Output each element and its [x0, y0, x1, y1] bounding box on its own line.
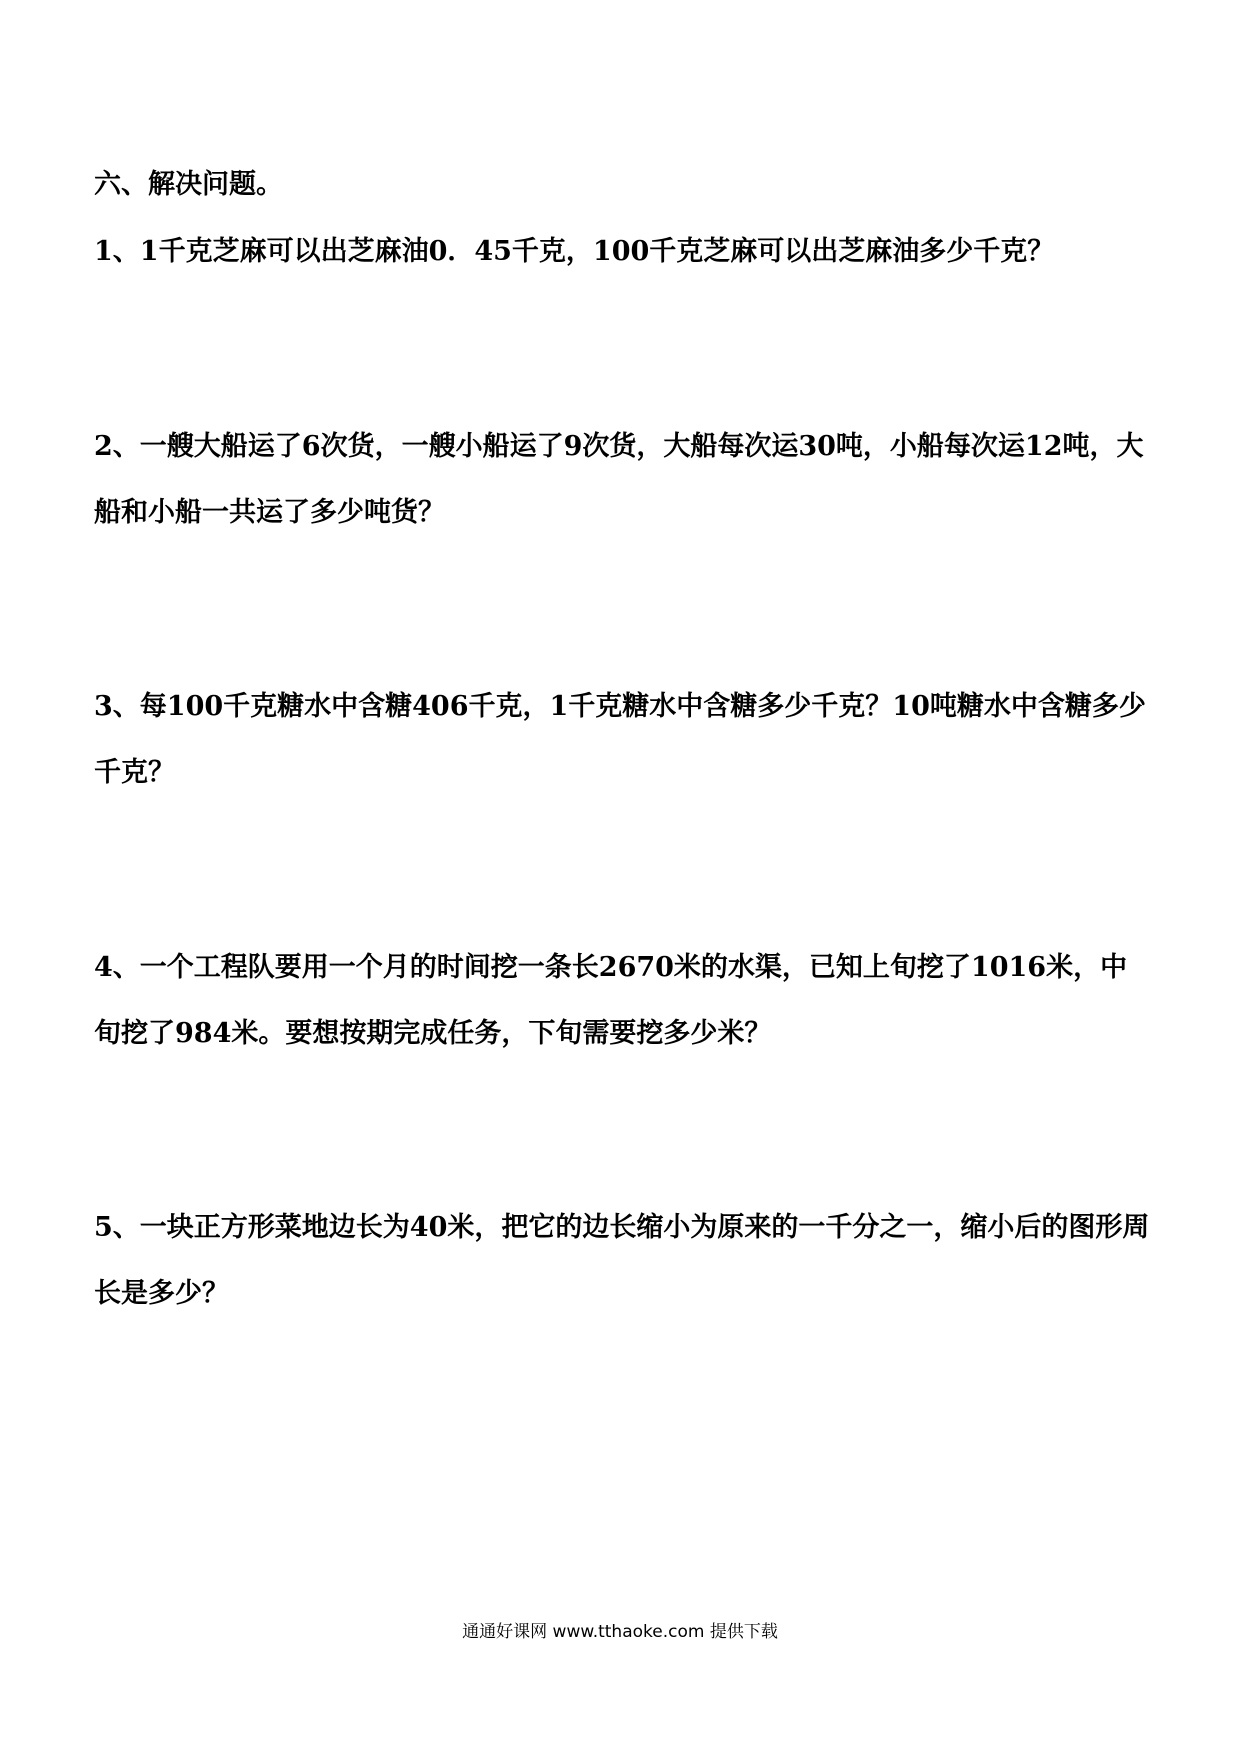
- problem-5: 5、一块正方形菜地边长为40米，把它的边长缩小为原来的一千分之一，缩小后的图形周长是多少？: [94, 1212, 1150, 1309]
- problem-3: 3、每100千克糖水中含糖406千克，1千克糖水中含糖多少千克？10吨糖水中含糖多少千克？: [94, 691, 1146, 788]
- problem-2: 2、一艘大船运了6次货，一艘小船运了9次货，大船每次运30吨，小船每次运12吨，大船和小船一共运了多少吨货？: [94, 431, 1144, 528]
- problem-4: 4、一个工程队要用一个月的时间挖一条长2670米的水渠，已知上旬挖了1016米，中旬挖了984米。要想按期完成任务，下旬需要挖多少米？: [94, 952, 1128, 1049]
- problem-1: 1、1千克芝麻可以出芝麻油0．45千克，100千克芝麻可以出芝麻油多少千克？: [94, 236, 1055, 267]
- section-title: 六、解决问题。: [94, 169, 283, 200]
- footer-credit: 通通好课网 www.tthaoke.com 提供下载: [462, 1622, 778, 1642]
